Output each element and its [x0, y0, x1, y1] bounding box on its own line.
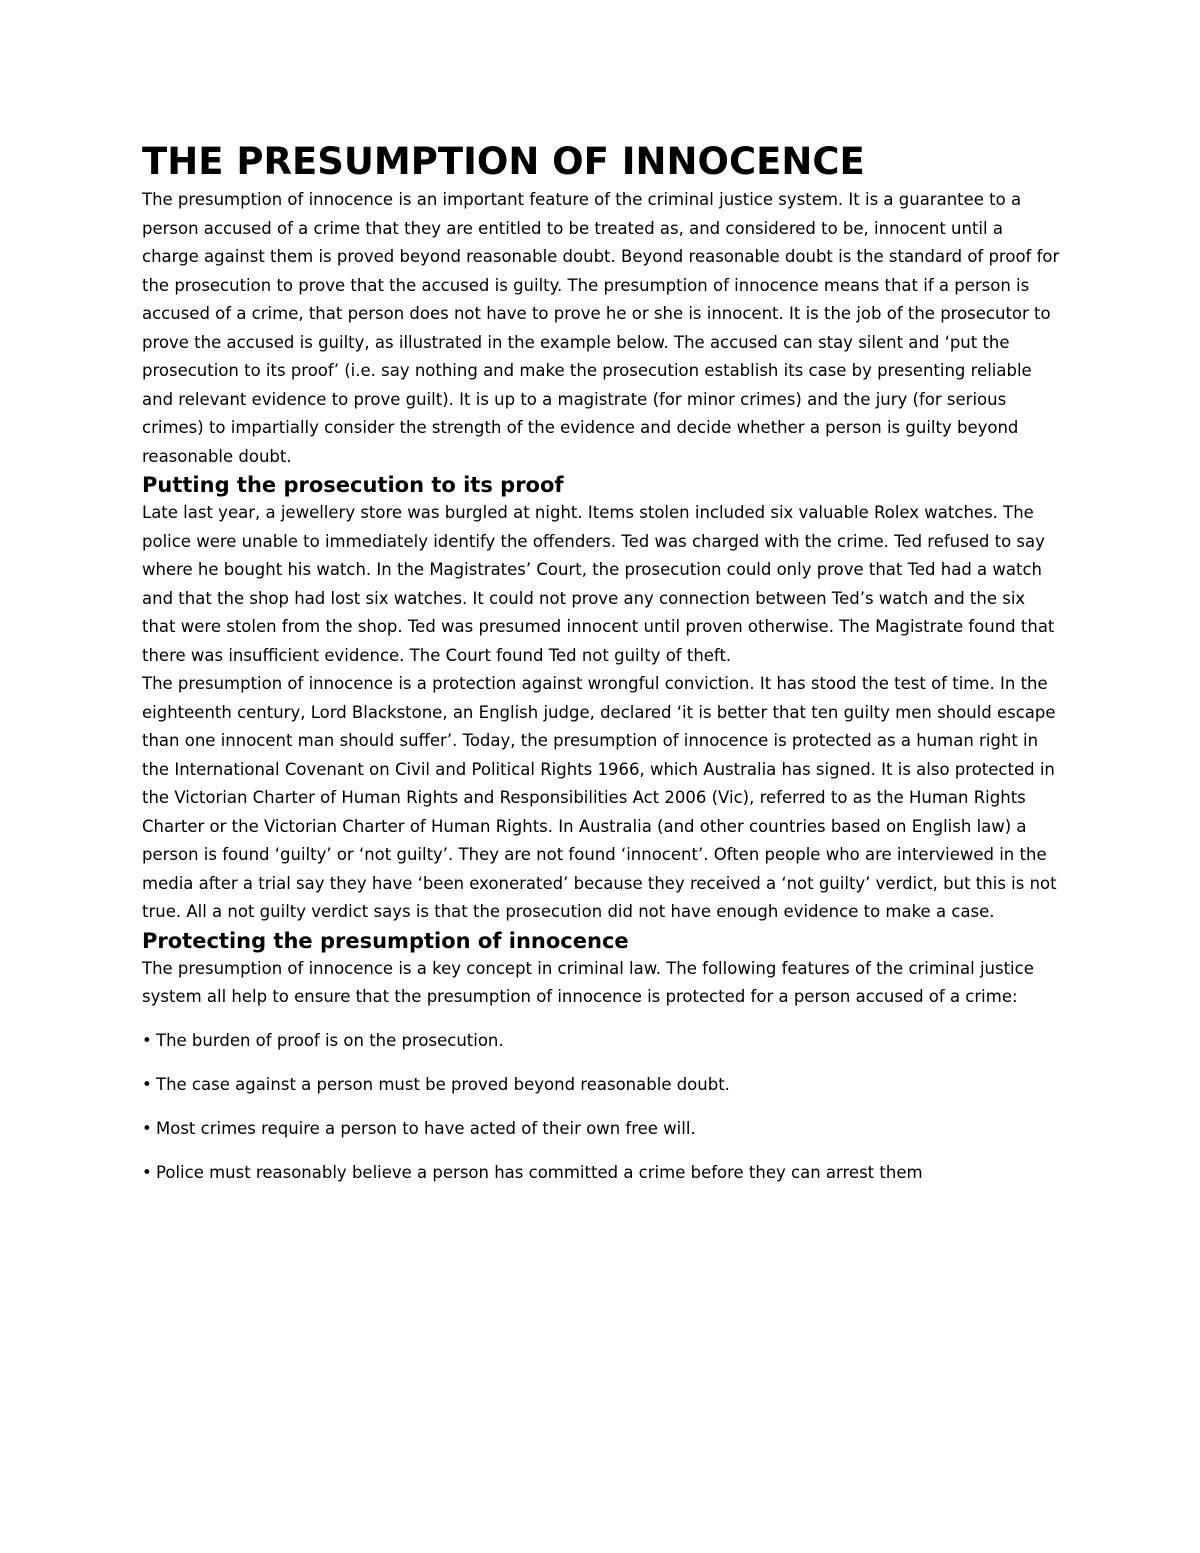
- list-item: [142, 1071, 1062, 1100]
- list-item: [142, 1159, 1062, 1188]
- paragraph-wrongful-conviction: The presumption of innocence is a protection against wrongful conviction. It has stood the test of time. In the eighteenth century, Lord Blackstone, an English judge, declared ‘it is better that ten guilty men should escape than one innocent man should suffer’. Today, the presumption of innocence is protected as a human right in the International Covenant on Civil and Political Rights 1966, which Australia has signed. It is also protected in the Victorian Charter of Human Rights and Responsibilities Act 2006 (Vic), referred to as the Human Rights Charter or the Victorian Charter of Human Rights. In Australia (and other countries based on English law) a person is found ‘guilty’ or ‘not guilty’. They are not found ‘innocent’. Often people who are interviewed in the media after a trial say they have ‘been exonerated’ because they received a ‘not guilty’ verdict, but this is not true. All a not guilty verdict says is that the prosecution did not have enough evidence to make a case.: [142, 674, 1057, 921]
- section-heading-protecting-presumption: Protecting the presumption of innocence: [142, 928, 629, 953]
- intro-paragraph: The presumption of innocence is an important feature of the criminal justice system. It is a guarantee to a person accused of a crime that they are entitled to be treated as, and considered to be, innocent until a charge against them is proved beyond reasonable doubt. Beyond reasonable doubt is the standard of proof for the prosecution to prove that the accused is guilty. The presumption of innocence means that if a person is accused of a crime, that person does not have to prove he or she is innocent. It is the job of the prosecutor to prove the accused is guilty, as illustrated in the example below. The accused can stay silent and ‘put the prosecution to its proof’ (i.e. say nothing and make the prosecution establish its case by presenting reliable and relevant evidence to prove guilt). It is up to a magistrate (for minor crimes) and the jury (for serious crimes) to impartially consider the strength of the evidence and decide whether a person is guilty beyond reasonable doubt.: [142, 190, 1060, 466]
- bullet-icon: •: [142, 1163, 152, 1182]
- bullet-icon: •: [142, 1075, 152, 1094]
- features-list: [142, 1027, 1062, 1188]
- list-item-text: The burden of proof is on the prosecution.: [156, 1031, 504, 1050]
- list-item-text: Police must reasonably believe a person has committed a crime before they can arrest them: [156, 1163, 923, 1182]
- document-title: THE PRESUMPTION OF INNOCENCE: [142, 140, 865, 183]
- paragraph-key-concept: The presumption of innocence is a key concept in criminal law. The following features of the criminal justice system all help to ensure that the presumption of innocence is protected for a person accused of a crime:: [142, 958, 1034, 1006]
- list-item: [142, 1027, 1062, 1056]
- bullet-icon: •: [142, 1119, 152, 1138]
- bullet-icon: •: [142, 1031, 152, 1050]
- section-heading-prosecution-proof: Putting the prosecution to its proof: [142, 473, 564, 497]
- example-paragraph-ted: Late last year, a jewellery store was burgled at night. Items stolen included six valuable Rolex watches. The police were unable to immediately identify the offenders. Ted was charged with the crime. Ted refused to say where he bought his watch. In the Magistrates’ Court, the prosecution could only prove that Ted had a watch and that the shop had lost six watches. It could not prove any connection between Ted’s watch and the six that were stolen from the shop. Ted was presumed innocent until proven otherwise. The Magistrate found that there was insufficient evidence. The Court found Ted not guilty of theft.: [142, 503, 1055, 665]
- document-content: [142, 140, 1062, 1188]
- list-item: [142, 1115, 1062, 1144]
- list-item-text: Most crimes require a person to have acted of their own free will.: [156, 1119, 696, 1138]
- list-item-text: The case against a person must be proved beyond reasonable doubt.: [156, 1075, 730, 1094]
